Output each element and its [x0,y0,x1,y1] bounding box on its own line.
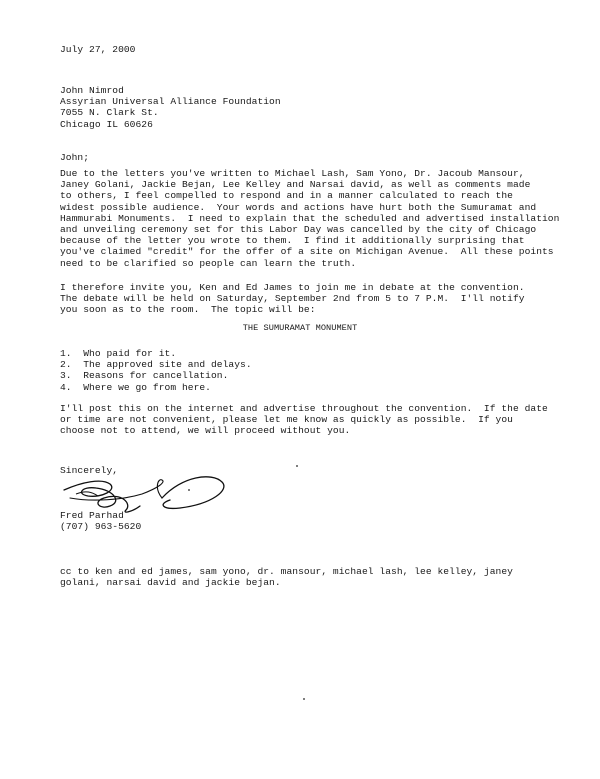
list-item: 1. Who paid for it. [60,348,177,359]
scan-speck [303,698,305,700]
sender-phone: (707) 963-5620 [60,521,142,533]
paragraph-line: widest possible audience. Your words and actions have hurt both the Sumuramat and [60,201,537,213]
recipient-name: John Nimrod [60,85,124,96]
closing: Sincerely, [60,465,119,476]
paragraph-line: to others, I feel compelled to respond and in a manner calculated to reach the [60,190,513,202]
paragraph-line: you soon as to the room. The topic will be: [60,304,316,316]
paragraph-line: need to be clarified so people can learn the truth. [60,257,357,269]
paragraph-line: you've claimed "credit" for the offer of a site on Michigan Avenue. All these points [60,246,554,258]
recipient-city: Chicago IL 60626 [60,118,153,130]
topic-list [60,348,560,393]
paragraph-line: choose not to attend, we will proceed without you. [60,425,351,437]
scan-speck [296,465,298,467]
paragraph-line: Hammurabi Monuments. I need to explain that the scheduled and advertised installation [60,212,560,224]
topic-heading: THE SUMURAMAT MONUMENT [242,323,358,333]
paragraph-line: I'll post this on the internet and advertise throughout the convention. If the date [60,403,548,414]
cc-line: golani, narsai david and jackie bejan. [60,577,281,589]
list-item: 4. Where we go from here. [60,381,211,393]
paragraph-2 [60,282,560,316]
paragraph-line: Janey Golani, Jackie Bejan, Lee Kelley and Narsai david, as well as comments made [60,179,531,191]
list-item: 2. The approved site and delays. [60,359,252,371]
cc-list [60,566,560,588]
cc-line: cc to ken and ed james, sam yono, dr. mansour, michael lash, lee kelley, janey [60,566,513,577]
paragraph-1 [60,168,560,269]
list-item: 3. Reasons for cancellation. [60,370,229,382]
letter-date: July 27, 2000 [60,44,136,55]
paragraph-3 [60,403,560,437]
paragraph-line: or time are not convenient, please let me know as quickly as possible. If you [60,414,513,426]
recipient-address [60,85,560,130]
salutation: John; [60,152,90,163]
paragraph-line: Due to the letters you've written to Michael Lash, Sam Yono, Dr. Jacoub Mansour, [60,168,525,179]
sender-block [60,510,560,532]
recipient-org: Assyrian Universal Alliance Foundation [60,96,281,108]
paragraph-line: and unveiling ceremony set for this Labor Day was cancelled by the city of Chicago [60,224,537,236]
recipient-street: 7055 N. Clark St. [60,107,159,119]
paragraph-line: I therefore invite you, Ken and Ed James to join me in debate at the convention. [60,282,525,293]
scan-speck [188,489,190,491]
paragraph-line: because of the letter you wrote to them. I find it additionally surprising that [60,235,525,247]
sender-name: Fred Parhad [60,510,124,521]
paragraph-line: The debate will be held on Saturday, September 2nd from 5 to 7 P.M. I'll notify [60,293,525,305]
